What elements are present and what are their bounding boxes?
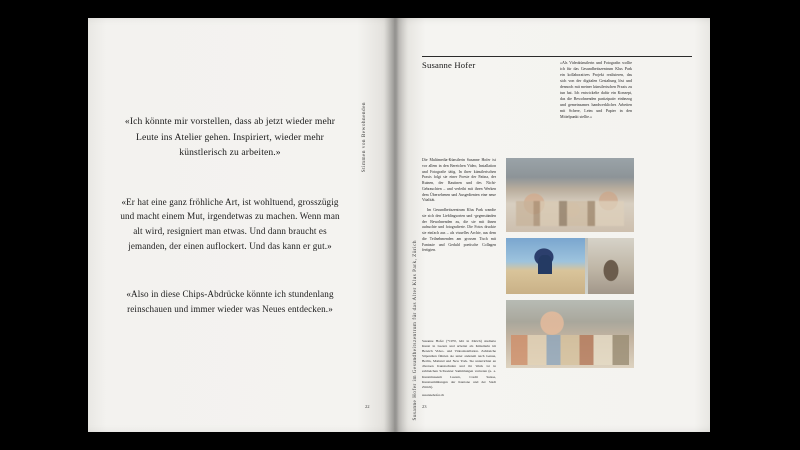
quote-3: «Also in diese Chips-Abdrücke könnte ich stundenlang reinschauen und immer wieder was Neues entdecken.» [126, 289, 334, 315]
artist-bio-text: Susanne Hofer (*1970, lebt in Zürich) studierte Kunst in Luzern und arbeitet als Künstlerin im Bereich Video- und Videoinstallation. Zahlreiche Stipendien führten sie unter anderem nach Genua, Berlin, Mailand und New York. Sie unterrichtet an diversen Kunstschulen und ihr Werk ist in zahlreichen Schweizer Sammlungen vertreten (u. a. Kunstmuseum Luzern, Credit Suisse, Kunstsammlungen der Kantone und der Stadt Zürich). [422, 338, 496, 389]
photo-beach-painting-and-dog [506, 238, 634, 294]
artist-bio [422, 339, 496, 398]
photo-dog [588, 238, 634, 294]
right-running-head: Susanne Hofer im Gesundheitszentrum für das Alter Klus Park, Zürich [412, 240, 418, 421]
book-spread [88, 18, 710, 432]
page-title: Susanne Hofer [422, 60, 476, 70]
body-text-column [422, 158, 496, 258]
quote-block [116, 114, 344, 317]
photo-column [506, 158, 634, 374]
right-page-number: 23 [422, 404, 427, 409]
quote-1: «Ich könnte mir vorstellen, dass ab jetzt wieder mehr Leute ins Atelier gehen. Inspiriert, wieder mehr künstlerisch zu arbeiten.» [124, 116, 336, 159]
left-running-head: Stimmen von Bewohnenden [361, 102, 367, 173]
artist-website-link[interactable]: susannehofer.ch [422, 392, 445, 397]
quote-2: «Er hat eine ganz fröhliche Art, ist wohltuend, grosszügig und macht einem Mut, irgendetwas zu machen. Wenn man alt wird, resigniert man etwas. Und dann braucht es jemanden, der einen auflockert. Und das kann er gut.» [120, 196, 340, 251]
body-paragraph-1: Die Multimedia-Künstlerin Susanne Hofer ist vor allem in den Bereichen Video, Installation und Fotografie tätig. In ihrer künstlerischen Praxis folgt sie einer Poesie der Patina, der Ruinen, der Rautinen und des Nicht-Gebrauchten – und verleiht mit ihren Werken dem Übersehenen und Ausgedienten eine neue Vitalität. [422, 158, 496, 203]
photo-artist-with-collages [506, 300, 634, 368]
photo-workshop-table [506, 158, 634, 232]
pull-quote: «Als Videokünstlerin und Fotografin wollte ich für das Gesundheitszentrum Klus Park ein kollaboratives Projekt realisieren, das sich von der digitalen Gestaltung löst und dennoch mit meiner künstlerischen Praxis zu tun hat. Ich entwickelte dafür ein Konzept, das die Bewohnenden partizipativ einbezog und gemeinsames handwerkliches Arbeiten mit Schere, Leim und Papier in den Mittelpunkt stellte.» [560, 60, 632, 119]
body-paragraph-2: Im Gesundheitszentrum Klus Park wandte sie sich den Lieblingsorten und -gegenständen der Bewohnenden zu, die sie mit ihnen aufsuchte und fotografierte. Die Fotos druckte sie einfach aus – als visuelles Archiv, aus dem die Teilnehmenden am grossen Tisch mit Fantasie und Geduld poetische Collagen fertigten. [422, 208, 496, 253]
left-page [88, 18, 394, 432]
left-page-number: 22 [365, 404, 370, 409]
photo-beach-painting [506, 238, 585, 294]
right-page [394, 18, 710, 432]
headline-rule [422, 56, 692, 57]
